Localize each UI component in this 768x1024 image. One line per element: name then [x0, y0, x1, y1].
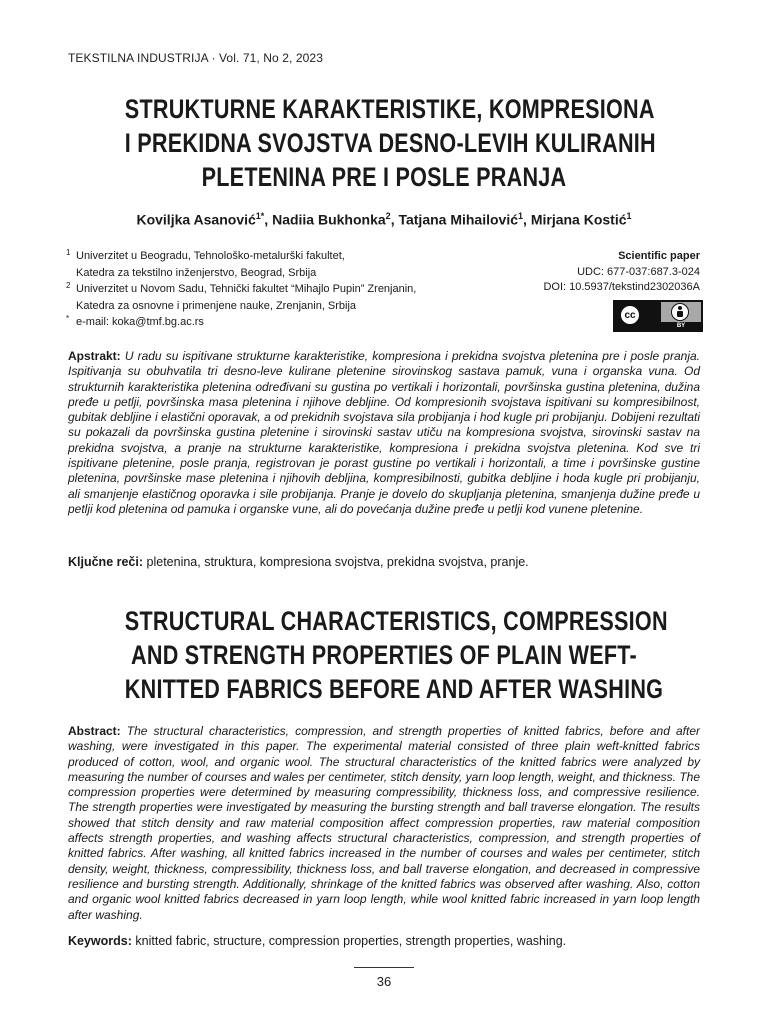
author-affiliation-mark: 1	[518, 211, 524, 221]
abstract-label: Apstrakt:	[68, 349, 121, 363]
author-name: Nadiia Bukhonka	[272, 211, 386, 228]
author-affiliation-mark: 1	[626, 211, 632, 221]
cc-icon: cc	[619, 304, 641, 326]
keywords-text: knitted fabric, structure, compression properties, strength properties, washing.	[135, 934, 567, 948]
author-name: Tatjana Mihailović	[398, 211, 519, 228]
license-label: BY	[661, 322, 701, 330]
affiliation-item	[66, 281, 486, 314]
abstract-label: Abstract:	[68, 724, 121, 738]
keywords-label: Ključne reči:	[68, 555, 144, 569]
doi-link[interactable]: DOI: 10.5937/tekstind2302036A	[543, 281, 700, 293]
journal-header: TEKSTILNA INDUSTRIJA · Vol. 71, No 2, 2023	[68, 51, 323, 65]
keywords-serbian	[68, 555, 700, 569]
by-icon-block	[661, 302, 701, 330]
title-line: AND STRENGTH PROPERTIES OF PLAIN WEFT-	[131, 640, 637, 670]
abstract-english	[68, 724, 700, 923]
title-line: STRUCTURAL CHARACTERISTICS, COMPRESSION	[124, 606, 668, 636]
affiliations	[66, 248, 486, 331]
affiliation-item	[66, 314, 486, 331]
affiliation-item	[66, 248, 486, 281]
keywords-english	[68, 934, 700, 948]
affiliation-mark: 1	[66, 248, 71, 257]
keywords-label: Keywords:	[68, 934, 132, 948]
abstract-text: The structural characteristics, compression, and strength properties of knitted fabrics, before and after washing, were investigated in this paper. The experimental material consisted of three plain weft-knitted fabrics produced of cotton, wool, and organic wool. The structural characteristics of the knitted fabrics were analyzed by measuring the number of courses and wales per centimeter, stitch density, yarn loop length, weight, and thickness. The compression properties were determined by measuring compressibility, thickness loss, and compressive resilience. The strength properties were investigated by measuring the bursting strength and ball traverse elongation. The results showed that stitch density and raw material composition affect compression properties, raw material composition affects strength properties, and washing affects structural characteristics, compression, and strength properties of knitted fabrics. After washing, all knitted fabrics increased in the number of courses and wales per centimeter, stitch density, weight, thickness, compressibility, thickness loss, and ball traverse elongation, and decreased in compressive resilience and bursting strength. Additionally, shrinkage of the knitted fabrics was observed after washing. Also, cotton and organic wool knitted fabrics decreased in yarn loop length, while wool knitted fabric increased in yarn loop length after washing.	[68, 724, 700, 922]
cc-by-icon[interactable]	[613, 300, 703, 332]
author-affiliation-mark: 1*	[255, 211, 265, 221]
abstract-serbian	[68, 349, 700, 517]
title-line: KNITTED FABRICS BEFORE AND AFTER WASHING	[124, 674, 664, 704]
affiliation-line: Univerzitet u Beogradu, Tehnološko-metalurški fakultet,	[76, 250, 345, 262]
author-list: Koviljka Asanović$^{1*}$, Nadiia Bukhonka$^2$, Tatjana Mihailović$^1$, Mirjana Kostić$^1$	[136, 211, 632, 228]
author-affiliation-mark: 2	[385, 211, 391, 221]
title-line: PLETENINA PRE I POSLE PRANJA	[201, 162, 567, 192]
title-serbian	[124, 92, 656, 194]
footer-divider	[354, 967, 414, 968]
keywords-text: pletenina, struktura, kompresiona svojstva, prekidna svojstva, pranje.	[146, 555, 529, 569]
title-line: I PREKIDNA SVOJSTVA DESNO-LEVIH KULIRANIH	[124, 128, 656, 158]
attribution-person-icon	[671, 303, 689, 321]
author-name: Koviljka Asanović	[136, 211, 256, 228]
abstract-text: U radu su ispitivane strukturne karakteristike, kompresiona i prekidna svojstva pletenina pre i posle pranja. Ispitivanja su obuhvatila tri desno-leve kulirane pletenine sirovinskog sastava pamuk, vuna i organska vuna. Od strukturnih karakteristika pletenina određivani su gustina po vertikali i horizontali, površinska gustina pletenina, dužina pređe u petlji, površinska masa pletenina i njihove debljine. Od kompresionih svojstava ispitivani su kompresibilnost, gubitak debljine i elastični oporavak, a od prekidnih svojstava sila probijanja i hod kugle pri probijanju. Dobijeni rezultati su pokazali da površinska gustina pletenine i sirovinski sastav utiču na kompresiona svojstva, sirovinski sastav na prekidna svojstva, a pranje na strukturne karakteristike, kompresiona i prekidna svojstva pletenina. Kod sve tri ispitivane pletenine, posle pranja, registrovan je porast gustine po vertikali i horizontali, a time i površinske gustine pletenina, površinske mase pletenina i njihovih debljina, kompresibilnosti, gubitka debljine i hoda kugle pri probijanju, ali smanjenje elastičnog oporavka i sile probijanja. Pranje je dovelo do skupljanja pletenina, smanjenja dužine pređe u petlji kod pletenina od pamuka i organske vune, ali do povećanja dužine pređe u petlji kod vunene pletenine.	[68, 349, 701, 516]
author-name: Mirjana Kostić	[530, 211, 627, 228]
affiliation-line: Univerzitet u Novom Sadu, Tehnički fakultet “Mihajlo Pupin” Zrenjanin,	[76, 283, 417, 295]
page-number: 36	[376, 974, 392, 989]
title-line: STRUKTURNE KARAKTERISTIKE, KOMPRESIONA	[124, 94, 655, 124]
affiliation-line: Katedra za tekstilno inženjerstvo, Beograd, Srbija	[76, 266, 317, 279]
affiliation-line: Katedra za osnovne i primenjene nauke, Zrenjanin, Srbija	[76, 299, 357, 312]
paper-meta	[440, 249, 700, 296]
email-line[interactable]: e-mail: koka@tmf.bg.ac.rs	[76, 316, 204, 328]
paper-type: Scientific paper	[618, 250, 700, 262]
affiliation-mark: 2	[66, 281, 71, 290]
title-english	[124, 604, 668, 706]
cc-icon-block	[615, 302, 660, 330]
udc-code: UDC: 677-037:687.3-024	[577, 265, 700, 278]
affiliation-mark: *	[66, 314, 70, 323]
